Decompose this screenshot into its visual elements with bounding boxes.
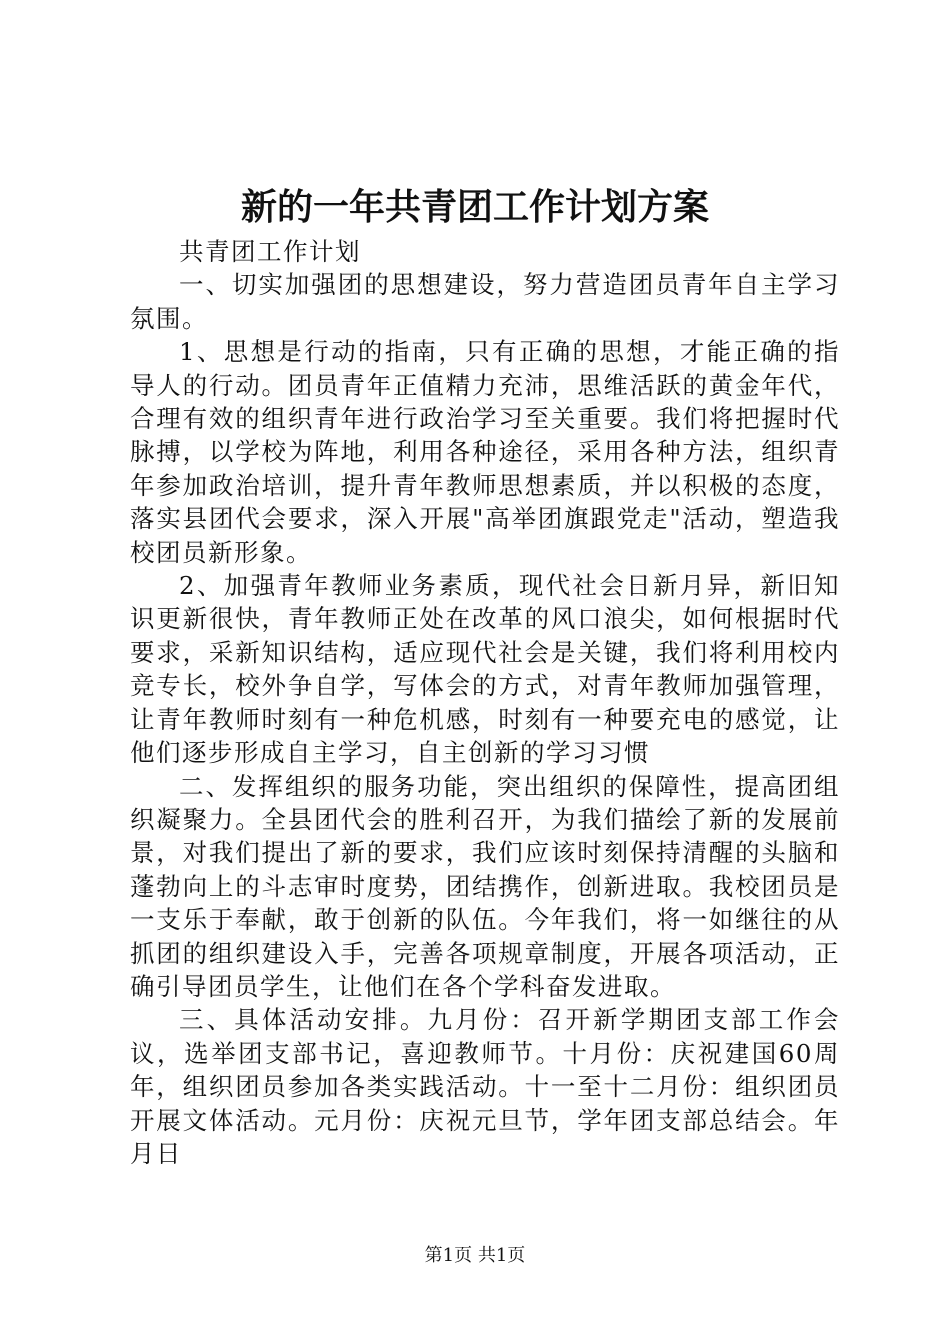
- paragraph-section-2: 二、发挥组织的服务功能，突出组织的保障性，提高团组织凝聚力。全县团代会的胜利召开，为我们描绘了新的发展前景，对我们提出了新的要求，我们应该时刻保持清醒的头脑和蓬勃向上的斗志审时度势，团结携作，创新进取。我校团员是一支乐于奉献，敢于创新的队伍。今年我们，将一如继往的从抓团的组织建设入手，完善各项规章制度，开展各项活动，正确引导团员学生，让他们在各个学科奋发进取。: [130, 771, 840, 1001]
- paragraph-item-1: 1、思想是行动的指南，只有正确的思想，才能正确的指导人的行动。团员青年正值精力充沛，思维活跃的黄金年代，合理有效的组织青年进行政治学习至关重要。我们将把握时代脉搏，以学校为阵地，利用各种途径，采用各种方法，组织青年参加政治培训，提升青年教师思想素质，并以积极的态度，落实县团代会要求，深入开展"高举团旗跟党走"活动，塑造我校团员新形象。: [130, 337, 840, 567]
- document-title: 新的一年共青团工作计划方案: [240, 186, 709, 228]
- page-footer: 第1页 共1页: [424, 1245, 526, 1266]
- paragraph-item-2: 2、加强青年教师业务素质，现代社会日新月异，新旧知识更新很快，青年教师正处在改革的风口浪尖，如何根据时代要求，采新知识结构，适应现代社会是关键，我们将利用校内竞专长，校外争自学，写体会的方式，对青年教师加强管理，让青年教师时刻有一种危机感，时刻有一种要充电的感觉，让他们逐步形成自主学习，自主创新的学习习惯: [130, 571, 840, 768]
- document-body: [130, 235, 840, 1170]
- paragraph-subtitle: 共青团工作计划: [179, 237, 361, 266]
- paragraph-section-1: 一、切实加强团的思想建设，努力营造团员青年自主学习氛围。: [130, 270, 840, 333]
- paragraph-section-3: 三、具体活动安排。九月份：召开新学期团支部工作会议，选举团支部书记，喜迎教师节。十月份：庆祝建国60周年，组织团员参加各类实践活动。十一至十二月份：组织团员开展文体活动。元月份：庆祝元旦节，学年团支部总结会。年月日: [130, 1005, 840, 1168]
